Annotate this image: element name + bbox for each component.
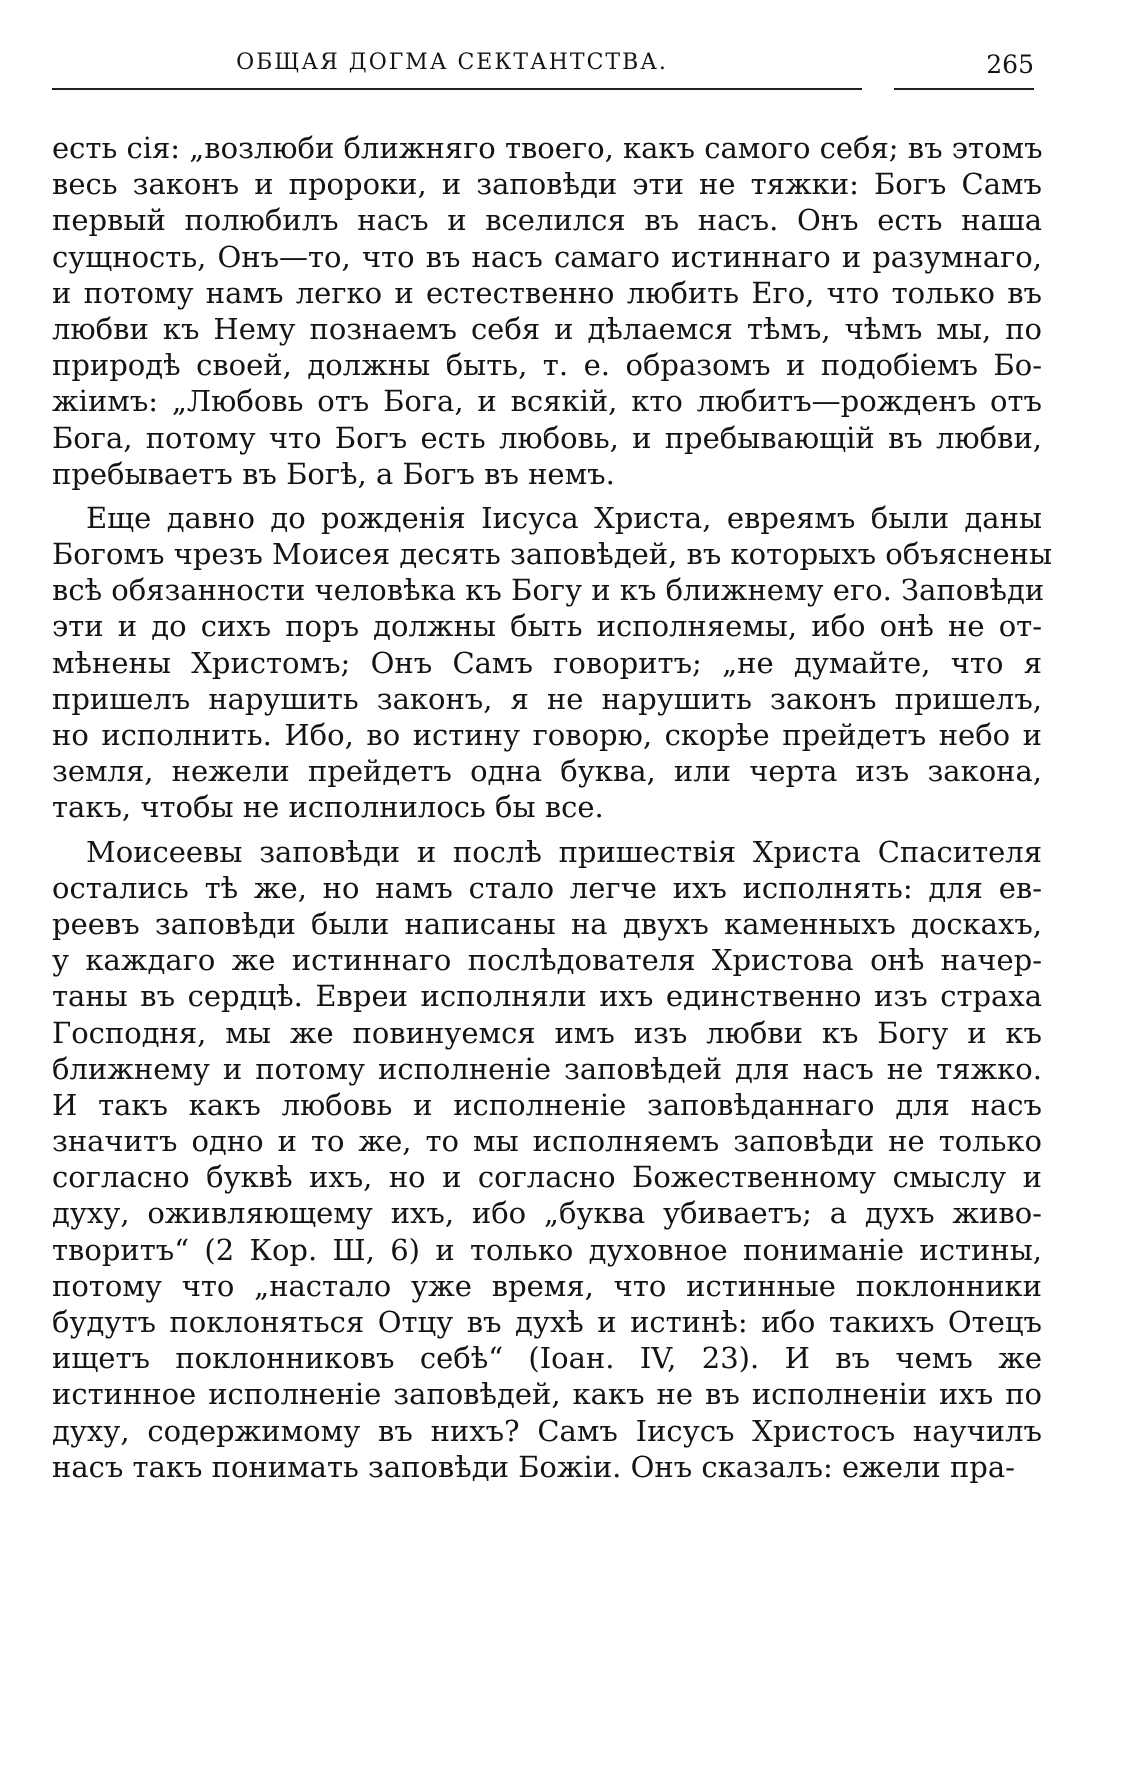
text-line: любви къ Нему познаемъ себя и дѣлаемся тѣмъ, чѣмъ мы, по <box>52 311 1042 346</box>
text-line: творитъ“ (2 Кор. Ш, 6) и только духовное пониманіе истины, <box>52 1232 1042 1267</box>
paragraph <box>52 500 1053 826</box>
text-line: значитъ одно и то же, то мы исполняемъ заповѣди не только <box>52 1124 1042 1159</box>
text-line: реевъ заповѣди были написаны на двухъ каменныхъ доскахъ, <box>52 906 1042 941</box>
paragraph <box>52 834 1042 1485</box>
text-line: весь законъ и пророки, и заповѣди эти не тяжки: Богъ Самъ <box>52 167 1042 202</box>
page-number: 265 <box>986 50 1034 79</box>
text-line: остались тѣ же, но намъ стало легче ихъ исполнять: для ев- <box>52 870 1042 905</box>
text-line: потому что „настало уже время, что истинные поклонники <box>52 1268 1042 1303</box>
text-line: согласно буквѣ ихъ, но и согласно Божественному смыслу и <box>52 1160 1042 1195</box>
text-line: пребываетъ въ Богѣ, а Богъ въ немъ. <box>52 456 615 491</box>
text-line: у каждаго же истиннаго послѣдователя Христова онѣ начер- <box>52 943 1042 978</box>
text-line: Еще давно до рожденія Іисуса Христа, евреямъ были даны <box>86 500 1042 535</box>
text-line: насъ такъ понимать заповѣди Божіи. Онъ сказалъ: ежели пра- <box>52 1449 1015 1484</box>
text-line: мѣнены Христомъ; Онъ Самъ говоритъ; „не думайте, что я <box>52 645 1042 680</box>
text-line: Моисеевы заповѣди и послѣ пришествія Христа Спасителя <box>86 834 1042 869</box>
text-line: земля, нежели прейдетъ одна буква, или черта изъ закона, <box>52 754 1042 789</box>
text-line: всѣ обязанности человѣка къ Богу и къ ближнему его. Заповѣди <box>52 573 1045 608</box>
text-line: ищетъ поклонниковъ себѣ“ (Іоан. IV, 23). И въ чемъ же <box>52 1341 1042 1376</box>
text-line: таны въ сердцѣ. Евреи исполняли ихъ единственно изъ страха <box>52 979 1042 1014</box>
text-line: духу, оживляющему ихъ, ибо „буква убиваетъ; а духъ живо- <box>52 1196 1042 1231</box>
text-line: истинное исполненіе заповѣдей, какъ не въ исполненіи ихъ по <box>52 1377 1042 1412</box>
text-line: природѣ своей, должны быть, т. е. образомъ и подобіемъ Бо- <box>52 348 1042 383</box>
text-line: духу, содержимому въ нихъ? Самъ Іисусъ Христосъ научилъ <box>52 1413 1042 1448</box>
text-line: И такъ какъ любовь и исполненіе заповѣданнаго для насъ <box>52 1087 1042 1122</box>
text-line: пришелъ нарушить законъ, я не нарушить законъ пришелъ, <box>52 681 1042 716</box>
body-text <box>52 130 1053 1485</box>
paragraph-gap <box>52 826 1042 834</box>
running-header <box>52 50 1042 90</box>
text-line: будутъ поклоняться Отцу въ духѣ и истинѣ: ибо такихъ Отецъ <box>52 1305 1042 1339</box>
running-title: ОБЩАЯ ДОГМА СЕКТАНТСТВА. <box>236 50 668 75</box>
header-rule-left <box>52 88 862 90</box>
text-line: сущность, Онъ—то, что въ насъ самаго истиннаго и разумнаго, <box>52 239 1042 274</box>
text-line: есть сія: „возлюби ближняго твоего, какъ самого себя; въ этомъ <box>52 131 1043 165</box>
text-line: ближнему и потому исполненіе заповѣдей для насъ не тяжко. <box>52 1051 1042 1086</box>
text-line: жіимъ: „Любовь отъ Бога, и всякій, кто любитъ—рожденъ отъ <box>52 384 1042 419</box>
text-line: Бога, потому что Богъ есть любовь, и пребывающій въ любви, <box>52 420 1042 455</box>
paragraph <box>52 130 1042 492</box>
text-line: эти и до сихъ поръ должны быть исполняемы, ибо онѣ не от- <box>52 609 1042 644</box>
text-line: такъ, чтобы не исполнилось бы все. <box>52 790 604 825</box>
text-line: Богомъ чрезъ Моисея десять заповѣдей, въ которыхъ объяснены <box>52 537 1053 572</box>
text-line: но исполнить. Ибо, во истину говорю, скорѣе прейдетъ небо и <box>52 718 1042 752</box>
text-line: Господня, мы же повинуемся имъ изъ любви къ Богу и къ <box>52 1015 1042 1050</box>
header-rule-right <box>894 88 1034 90</box>
paragraph-gap <box>52 492 1042 500</box>
text-line: первый полюбилъ насъ и вселился въ насъ. Онъ есть наша <box>52 203 1042 238</box>
text-line: и потому намъ легко и естественно любить Его, что только въ <box>52 275 1042 310</box>
